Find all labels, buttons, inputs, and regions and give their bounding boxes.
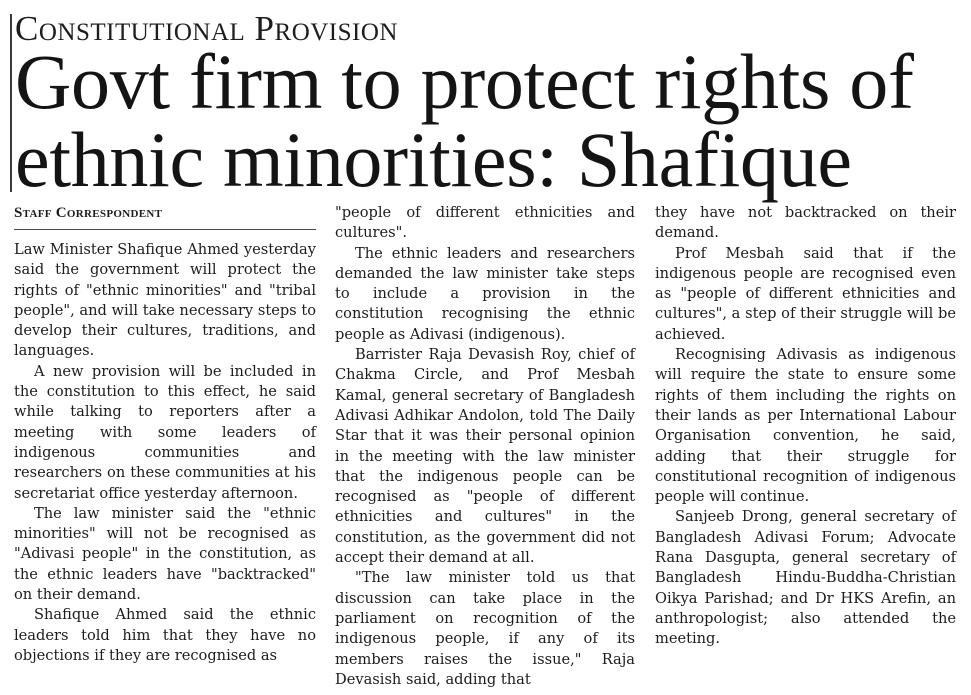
article-column-2 (335, 203, 635, 690)
kicker-rule (10, 14, 12, 192)
article-paragraph: Sanjeeb Drong, general secretary of Bangladesh Adivasi Forum; Advocate Rana Dasgupta, general secretary of Bangladesh Hindu-Buddha-Christian Oikya Parishad; and Dr HKS Arefin, an anthropologist; also attended the meeting. (655, 508, 956, 648)
article-column-1 (14, 203, 316, 666)
byline (14, 203, 316, 230)
article-paragraph-continued: "people of different ethnicities and cultures". (335, 204, 635, 242)
article-paragraph: Law Minister Shafique Ahmed yesterday said the government will protect the rights of "ethnic minorities" and "tribal people", and will take necessary steps to develop their cultures, traditions, and languages. (14, 241, 316, 360)
article-paragraph: A new provision will be included in the constitution to this effect, he said while talking to reporters after a meeting with some leaders of indigenous communities and researchers on these communities at his secretariat office yesterday afternoon. (14, 362, 316, 502)
headline-line-2: ethnic minorities: Shafique (15, 116, 852, 203)
article-paragraph: The law minister said the "ethnic minorities" will not be recognised as "Adivasi people" in the constitution, as the ethnic leaders have "backtracked" on their demand. (14, 504, 316, 604)
article-paragraph: "The law minister told us that discussion can take place in the parliament on recognition of the indigenous people, if any of its members raises the issue," Raja Devasish said, adding that (335, 569, 635, 688)
article-column-3 (655, 203, 956, 650)
article-paragraph: The ethnic leaders and researchers demanded the law minister take steps to include a provision in the constitution recognising the ethnic people as Adivasi (indigenous). (335, 244, 635, 343)
article-paragraph: Recognising Adivasis as indigenous will require the state to ensure some rights of them including the rights on their lands as per International Labour Organisation convention, he said, adding that their struggle for constitutional recognition of indigenous people will continue. (655, 346, 956, 506)
article-paragraph: Barrister Raja Devasish Roy, chief of Chakma Circle, and Prof Mesbah Kamal, general secretary of Bangladesh Adivasi Adhikar Andolon, told The Daily Star that it was their personal opinion in the meeting with the law minister that the indigenous people can be recognised as "people of different ethnicities and cultures" in the constitution, as the government did not accept their demand at all. (335, 346, 635, 567)
article-paragraph: Shafique Ahmed said the ethnic leaders told him that they have no objections if they are recognised as (14, 606, 316, 664)
section-kicker: Constitutional Provision (15, 9, 398, 48)
headline (15, 38, 965, 203)
article-paragraph-continued: they have not backtracked on their demand. (655, 204, 956, 242)
byline-text: Staff Correspondent (14, 205, 163, 221)
headline-line-1: Govt firm to protect rights of (15, 38, 914, 125)
article-paragraph: Prof Mesbah said that if the indigenous people are recognised even as "people of different ethnicities and cultures", a step of their struggle will be achieved. (655, 244, 956, 343)
